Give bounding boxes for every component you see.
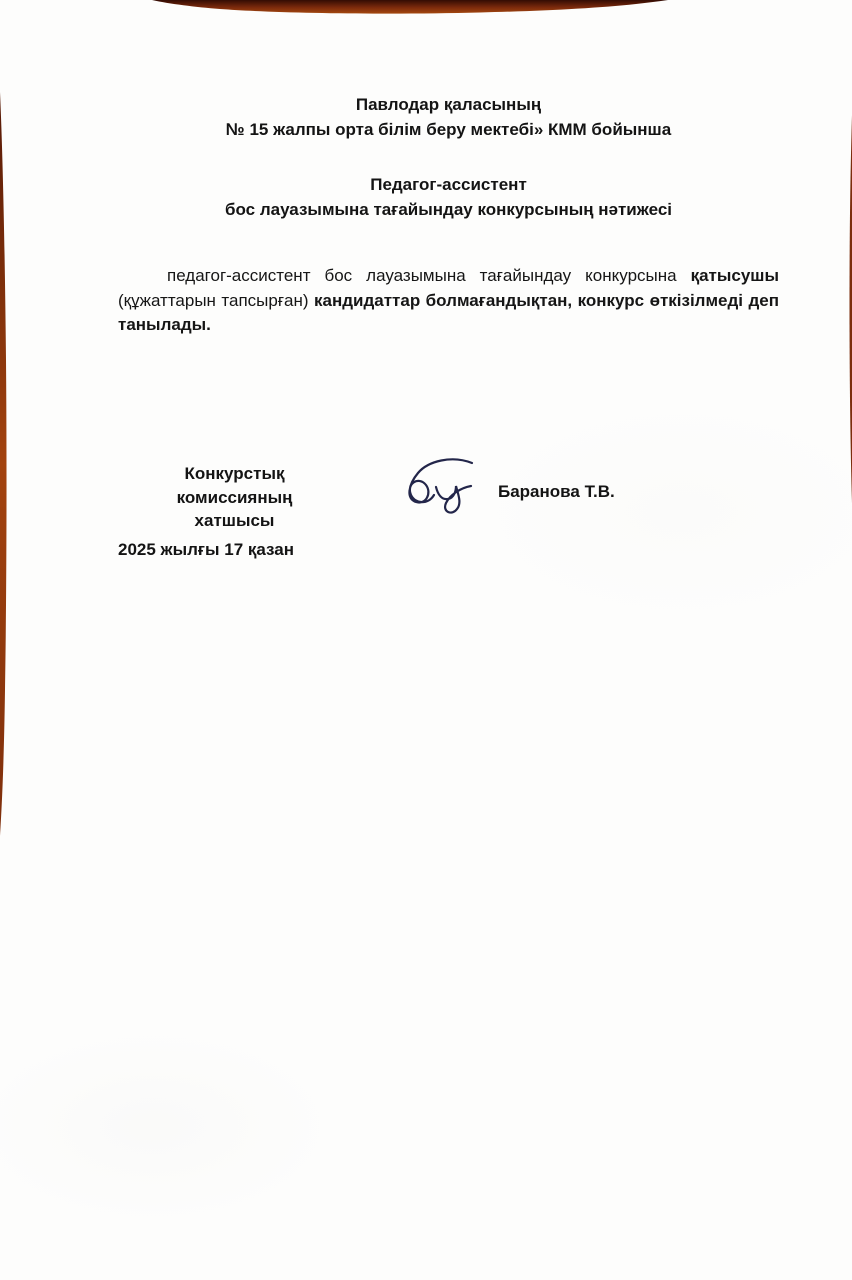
document-date: 2025 жылғы 17 қазан <box>118 540 294 559</box>
signer-name: Баранова Т.В. <box>498 482 615 501</box>
signer-role <box>127 462 342 533</box>
body-text-bold: танылады. <box>118 315 211 335</box>
document-org-heading <box>118 92 779 142</box>
body-paragraph-line2 <box>118 289 779 314</box>
signer-role-line1: Конкурстық комиссияның <box>176 464 293 507</box>
position-title-line1: Педагог-ассистент <box>370 175 527 194</box>
body-paragraph-line3 <box>118 313 779 338</box>
org-name-line1: Павлодар қаласының <box>355 95 542 114</box>
body-text-bold: қатысушы <box>690 266 779 285</box>
document-title <box>118 172 779 222</box>
position-title-line2: бос лауазымына тағайындау конкурсының нәтижесі <box>224 200 672 219</box>
body-text-regular: педагог-ассистент бос лауазымына тағайындау конкурсына <box>167 266 677 285</box>
document-body-paragraph <box>118 264 779 338</box>
table-edge-left <box>0 92 7 836</box>
handwritten-signature-icon <box>386 455 478 515</box>
signer-role-line2: хатшысы <box>194 511 275 530</box>
table-edge-top <box>152 0 668 14</box>
org-name-line2: № 15 жалпы орта білім беру мектебі» КММ бойынша <box>225 120 672 139</box>
body-text-regular: (құжаттарын тапсырған) <box>118 290 309 310</box>
body-paragraph-line1 <box>118 264 779 289</box>
signature-stroke-tail <box>436 486 471 513</box>
body-text-bold: кандидаттар болмағандықтан, конкурс өткізілмеді деп <box>314 290 779 310</box>
